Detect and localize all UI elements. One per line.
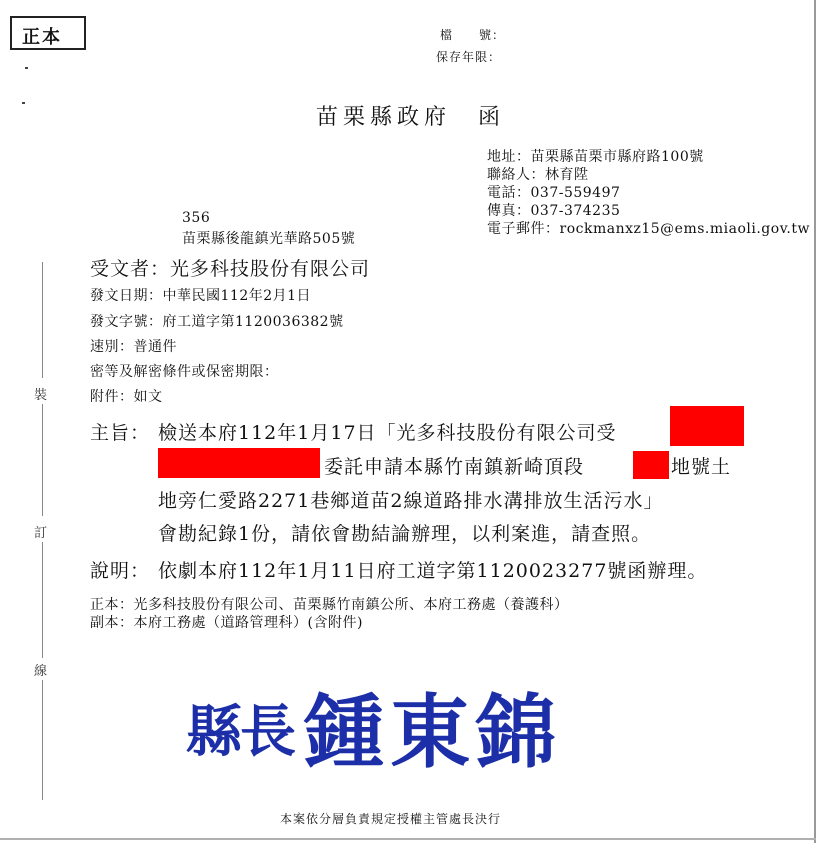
document-number: 發文字號：府工道字第1120036382號 xyxy=(90,314,344,330)
seal-char: 錦 xyxy=(476,685,556,779)
subject-line-2b: 地號土 xyxy=(671,456,732,478)
scan-speck xyxy=(22,102,25,104)
secrecy-level: 密等及解密條件或保密期限： xyxy=(90,364,279,380)
recipient-zip: 356 xyxy=(182,210,211,226)
recipient: 受文者：光多科技股份有限公司 xyxy=(90,258,371,280)
explanation-label: 說明： xyxy=(90,560,151,582)
redaction-mark xyxy=(670,406,744,446)
sender-phone: 電話：037-559497 xyxy=(487,185,621,201)
retention-label: 保存年限： xyxy=(436,50,502,64)
seal-char: 長 xyxy=(240,699,296,765)
binding-line xyxy=(42,262,43,378)
scan-speck xyxy=(25,67,28,69)
issue-date: 發文日期：中華民國112年2月1日 xyxy=(90,288,312,304)
document-title: 苗栗縣政府 函 xyxy=(316,105,506,130)
explanation-text: 依劇本府112年1月11日府工道字第1120023277號函辦理。 xyxy=(158,560,708,582)
attachment: 附件：如文 xyxy=(90,389,163,405)
sender-email: 電子郵件：rockmanxz15@ems.miaoli.gov.tw xyxy=(487,221,810,237)
cc-copy: 副本：本府工務處（道路管理科）(含附件) xyxy=(90,615,363,631)
sender-contact: 聯絡人：林育陞 xyxy=(487,167,589,183)
delivery-speed: 速別：普通件 xyxy=(90,339,177,355)
seal-char: 鍾 xyxy=(304,685,384,779)
subject-line-2: 委託申請本縣竹南鎮新崎頂段 xyxy=(324,456,585,478)
binding-mark-line: 線 xyxy=(34,664,48,679)
subject-line-3: 地旁仁愛路2271巷鄉道苗2線道路排水溝排放生活污水」 xyxy=(158,490,664,512)
binding-mark-bind: 裝 xyxy=(34,388,48,403)
seal-char: 縣 xyxy=(186,699,242,765)
subject-line-1: 檢送本府112年1月17日「光多科技股份有限公司受 xyxy=(158,422,617,444)
subject-line-4: 會勘紀錄1份，請依會勘結論辦理，以利案進，請查照。 xyxy=(158,523,652,545)
copy-type-label: 正本 xyxy=(22,27,62,48)
delegation-footer: 本案依分層負責規定授權主管處長決行 xyxy=(280,812,502,826)
page-edge-right xyxy=(814,0,816,843)
file-number-label: 檔 號： xyxy=(440,28,506,42)
page-edge-bottom xyxy=(0,838,816,840)
sender-block xyxy=(487,148,810,238)
redaction-mark xyxy=(158,448,320,478)
binding-line xyxy=(42,680,43,800)
cc-original: 正本：光多科技股份有限公司、苗栗縣竹南鎮公所、本府工務處（養護科） xyxy=(90,597,569,613)
seal-char: 東 xyxy=(390,685,470,779)
sender-fax: 傳真：037-374235 xyxy=(487,203,621,219)
binding-line xyxy=(42,404,43,516)
redaction-mark xyxy=(633,451,669,479)
magistrate-seal xyxy=(186,668,566,779)
sender-address: 地址：苗栗縣苗栗市縣府路100號 xyxy=(487,149,704,165)
copy-type-box xyxy=(10,16,86,50)
subject-label: 主旨： xyxy=(90,422,151,444)
binding-mark-staple: 訂 xyxy=(34,526,48,541)
recipient-address: 苗栗縣後龍鎮光華路505號 xyxy=(182,231,356,247)
binding-line xyxy=(42,542,43,658)
